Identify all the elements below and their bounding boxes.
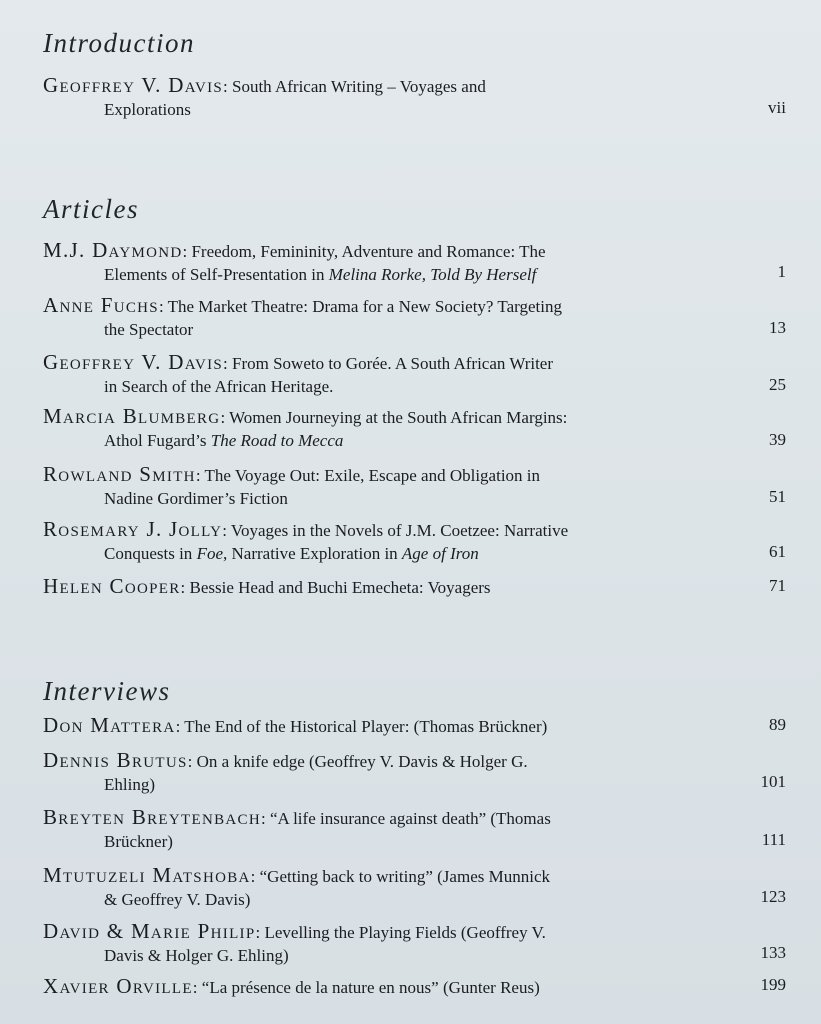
entry-title-cont: Brückner) bbox=[104, 832, 173, 851]
entry-page-number: 123 bbox=[760, 887, 786, 906]
entry-separator: : bbox=[192, 978, 202, 997]
entry-page-number: 51 bbox=[769, 487, 786, 506]
entry-separator: : bbox=[255, 923, 265, 942]
entry-author: M.J. Daymond bbox=[43, 238, 183, 262]
entry-separator: : bbox=[175, 717, 185, 736]
toc-entry bbox=[43, 351, 693, 398]
toc-entry bbox=[43, 975, 693, 999]
entry-title-italic: Age of Iron bbox=[401, 544, 479, 563]
entry-separator: : bbox=[158, 297, 168, 316]
entry-separator: : bbox=[180, 578, 190, 597]
entry-title: Women Journeying at the South African Margins: bbox=[229, 408, 568, 427]
entry-author: Geoffrey V. Davis bbox=[43, 73, 224, 97]
entry-author: Xavier Orville bbox=[43, 974, 193, 998]
entry-author: Breyten Breytenbach bbox=[43, 805, 261, 829]
entry-author: Rowland Smith bbox=[43, 462, 196, 486]
toc-entry bbox=[43, 806, 693, 853]
entry-author: Helen Cooper bbox=[43, 574, 181, 598]
entry-separator: : bbox=[182, 242, 192, 261]
entry-title: From Soweto to Gorée. A South African Writer bbox=[232, 354, 554, 373]
entry-title: Voyages in the Novels of J.M. Coetzee: Narrative bbox=[230, 521, 569, 540]
entry-title-cont: , Narrative Exploration in bbox=[223, 544, 402, 563]
entry-author: Don Mattera bbox=[43, 713, 176, 737]
entry-separator: : bbox=[220, 408, 230, 427]
entry-title: Bessie Head and Buchi Emecheta: Voyagers bbox=[189, 578, 491, 597]
toc-entry bbox=[43, 518, 693, 565]
entry-author: Dennis Brutus bbox=[43, 748, 188, 772]
entry-title: “A life insurance against death” (Thomas bbox=[269, 809, 551, 828]
entry-title-cont: & Geoffrey V. Davis) bbox=[104, 890, 251, 909]
entry-author: Marcia Blumberg bbox=[43, 404, 221, 428]
entry-page-number: 133 bbox=[760, 943, 786, 962]
entry-title-cont: Explorations bbox=[104, 100, 191, 119]
entry-title-cont: Nadine Gordimer’s Fiction bbox=[104, 489, 288, 508]
entry-separator: : bbox=[250, 867, 260, 886]
entry-title-cont: the Spectator bbox=[104, 320, 194, 339]
entry-page-number: 13 bbox=[769, 318, 786, 337]
section-title-interviews: Interviews bbox=[43, 676, 171, 706]
entry-separator: : bbox=[223, 77, 232, 96]
toc-entry bbox=[43, 74, 693, 121]
entry-title: The Voyage Out: Exile, Escape and Obligation in bbox=[204, 466, 541, 485]
toc-entry bbox=[43, 405, 693, 452]
toc-entry bbox=[43, 463, 693, 510]
entry-title-cont: Davis & Holger G. Ehling) bbox=[104, 946, 289, 965]
entry-author: David & Marie Philip bbox=[43, 919, 256, 943]
entry-separator: : bbox=[222, 521, 231, 540]
entry-separator: : bbox=[195, 466, 205, 485]
entry-title: The End of the Historical Player: (Thomas Brückner) bbox=[184, 717, 548, 736]
entry-page-number: 39 bbox=[769, 430, 786, 449]
entry-title: On a knife edge (Geoffrey V. Davis & Holger G. bbox=[196, 752, 528, 771]
entry-page-number: 25 bbox=[769, 375, 786, 394]
toc-entry bbox=[43, 239, 693, 286]
entry-page-number: 89 bbox=[769, 715, 786, 734]
entry-author: Mtutuzeli Matshoba bbox=[43, 863, 251, 887]
entry-title-cont: Conquests in bbox=[104, 544, 197, 563]
entry-title-italic: Foe bbox=[196, 544, 223, 563]
entry-page-number: 199 bbox=[760, 975, 786, 994]
entry-title-cont: in Search of the African Heritage. bbox=[104, 377, 334, 396]
section-title-introduction: Introduction bbox=[43, 28, 195, 58]
toc-entry bbox=[43, 294, 693, 341]
entry-author: Anne Fuchs bbox=[43, 293, 159, 317]
entry-title: “La présence de la nature en nous” (Gunter Reus) bbox=[201, 978, 540, 997]
toc-entry bbox=[43, 714, 693, 738]
entry-title: Levelling the Playing Fields (Geoffrey V. bbox=[264, 923, 546, 942]
toc-entry bbox=[43, 749, 693, 796]
entry-title-cont: Athol Fugard’s bbox=[104, 431, 211, 450]
entry-title-cont: Elements of Self-Presentation in bbox=[104, 265, 329, 284]
entry-author: Geoffrey V. Davis bbox=[43, 350, 224, 374]
entry-title: Freedom, Femininity, Adventure and Romance: The bbox=[191, 242, 546, 261]
entry-title: “Getting back to writing” (James Munnick bbox=[259, 867, 550, 886]
entry-title-italic: The Road to Mecca bbox=[210, 431, 344, 450]
entry-title-italic: Melina Rorke, Told By Herself bbox=[328, 265, 537, 284]
entry-page-number: vii bbox=[768, 98, 786, 117]
entry-title: South African Writing – Voyages and bbox=[232, 77, 486, 96]
entry-page-number: 101 bbox=[760, 772, 786, 791]
toc-entry bbox=[43, 864, 693, 911]
entry-separator: : bbox=[187, 752, 197, 771]
entry-separator: : bbox=[223, 354, 232, 373]
toc-entry bbox=[43, 920, 693, 967]
entry-page-number: 71 bbox=[769, 576, 786, 595]
entry-separator: : bbox=[260, 809, 270, 828]
entry-page-number: 1 bbox=[777, 262, 786, 281]
entry-page-number: 61 bbox=[769, 542, 786, 561]
section-title-articles: Articles bbox=[43, 194, 139, 224]
entry-page-number: 111 bbox=[761, 830, 786, 849]
entry-title-cont: Ehling) bbox=[104, 775, 155, 794]
entry-title: The Market Theatre: Drama for a New Society? Targeting bbox=[167, 297, 562, 316]
entry-author: Rosemary J. Jolly bbox=[43, 517, 223, 541]
toc-entry bbox=[43, 575, 693, 599]
